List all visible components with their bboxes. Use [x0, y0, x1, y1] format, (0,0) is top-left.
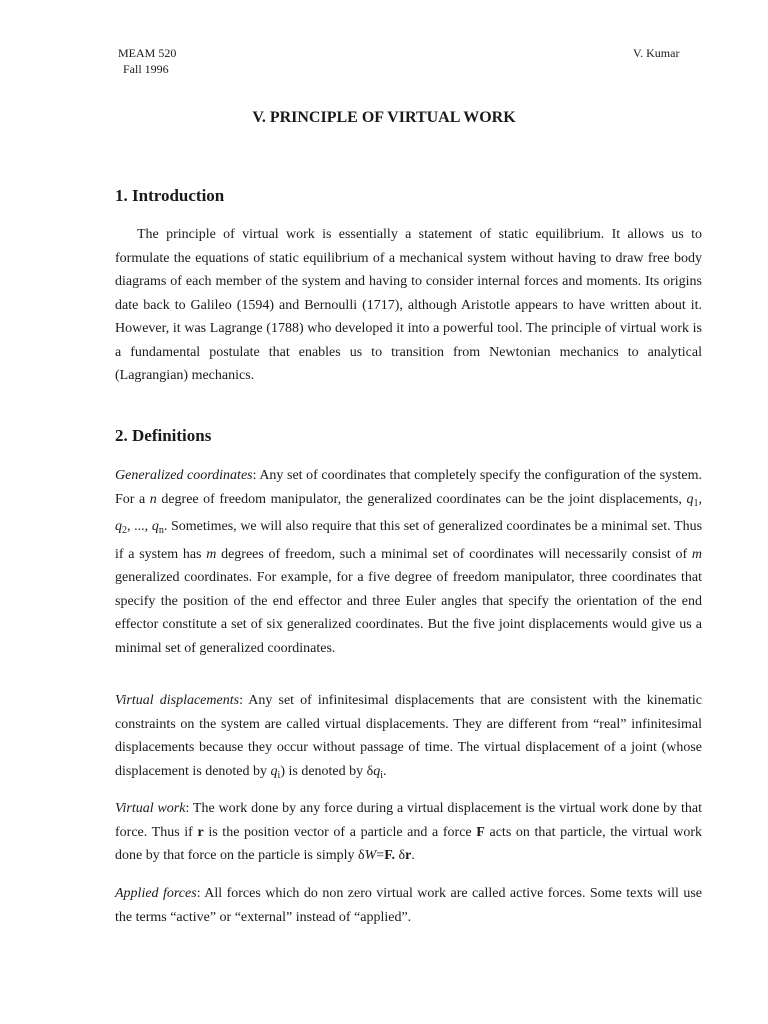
term-applied-forces: Applied forces — [115, 886, 197, 901]
term-virtual-displacements: Virtual displacements — [115, 693, 240, 708]
definition-generalized-coordinates: Generalized coordinates: Any set of coordinates that completely specify the configuration of the system. For a n degree of freedom manipulator, the generalized coordinates can be the joint displacements, $q_1$, $q_2$, ..., $q_n$. Sometimes, we will also require that this set of generalized coordinates be a minimal set. Thus if a system has m degrees of freedom, such a minimal set of coordinates will necessarily consist of m generalized coordinates. For example, for a five degree of freedom manipulator, three coordinates that specify the position of the end effector and three Euler angles that specify the orientation of the end effector constitute a set of six generalized coordinates. But the five joint displacements would give us a minimal set of generalized coordinates. — [115, 468, 703, 656]
course-code: MEAM 520 — [118, 46, 177, 60]
header-left — [118, 45, 176, 77]
document-title: V. PRINCIPLE OF VIRTUAL WORK — [252, 109, 516, 126]
introduction-text: The principle of virtual work is essentially a statement of static equilibrium. It allows us to formulate the equations of static equilibrium of a mechanical system without having to draw free body diagrams of each member of the system and having to consider internal forces and moments. Its origins date back to Galileo (1594) and Bernoulli (1717), although Aristotle appears to have written about it. However, it was Lagrange (1788) who developed it into a powerful tool. The principle of virtual work is a fundamental postulate that enables us to transition from Newtonian mechanics to analytical (Lagrangian) mechanics. — [115, 227, 702, 383]
section-heading-introduction: 1. Introduction — [115, 186, 225, 205]
definition-virtual-displacements: Virtual displacements: Any set of infinitesimal displacements that are consistent with the kinematic constraints on the system are called virtual displacements. They are different from “real” infinitesimal displacements because they occur without passage of time. The virtual displacement of a joint (whose displacement is denoted by $q_i$) is denoted by $\delta q_i$. — [115, 693, 702, 781]
introduction-paragraph — [115, 223, 702, 388]
definition-applied-forces: Applied forces: All forces which do non zero virtual work are called active forces. Some texts will use the terms “active” or “external” instead of “applied”. — [115, 886, 702, 925]
section-heading-definitions: 2. Definitions — [115, 426, 212, 445]
definition-virtual-work: Virtual work: The work done by any force during a virtual displacement is the virtual work done by that force. Thus if r is the position vector of a particle and a force F acts on that particle, the virtual work done by that force on the particle is simply δW=F. δr. — [115, 801, 702, 863]
author-name: V. Kumar — [633, 46, 680, 60]
course-term: Fall 1996 — [123, 62, 169, 76]
term-virtual-work: Virtual work — [115, 801, 186, 816]
term-generalized-coordinates: Generalized coordinates — [115, 468, 253, 483]
